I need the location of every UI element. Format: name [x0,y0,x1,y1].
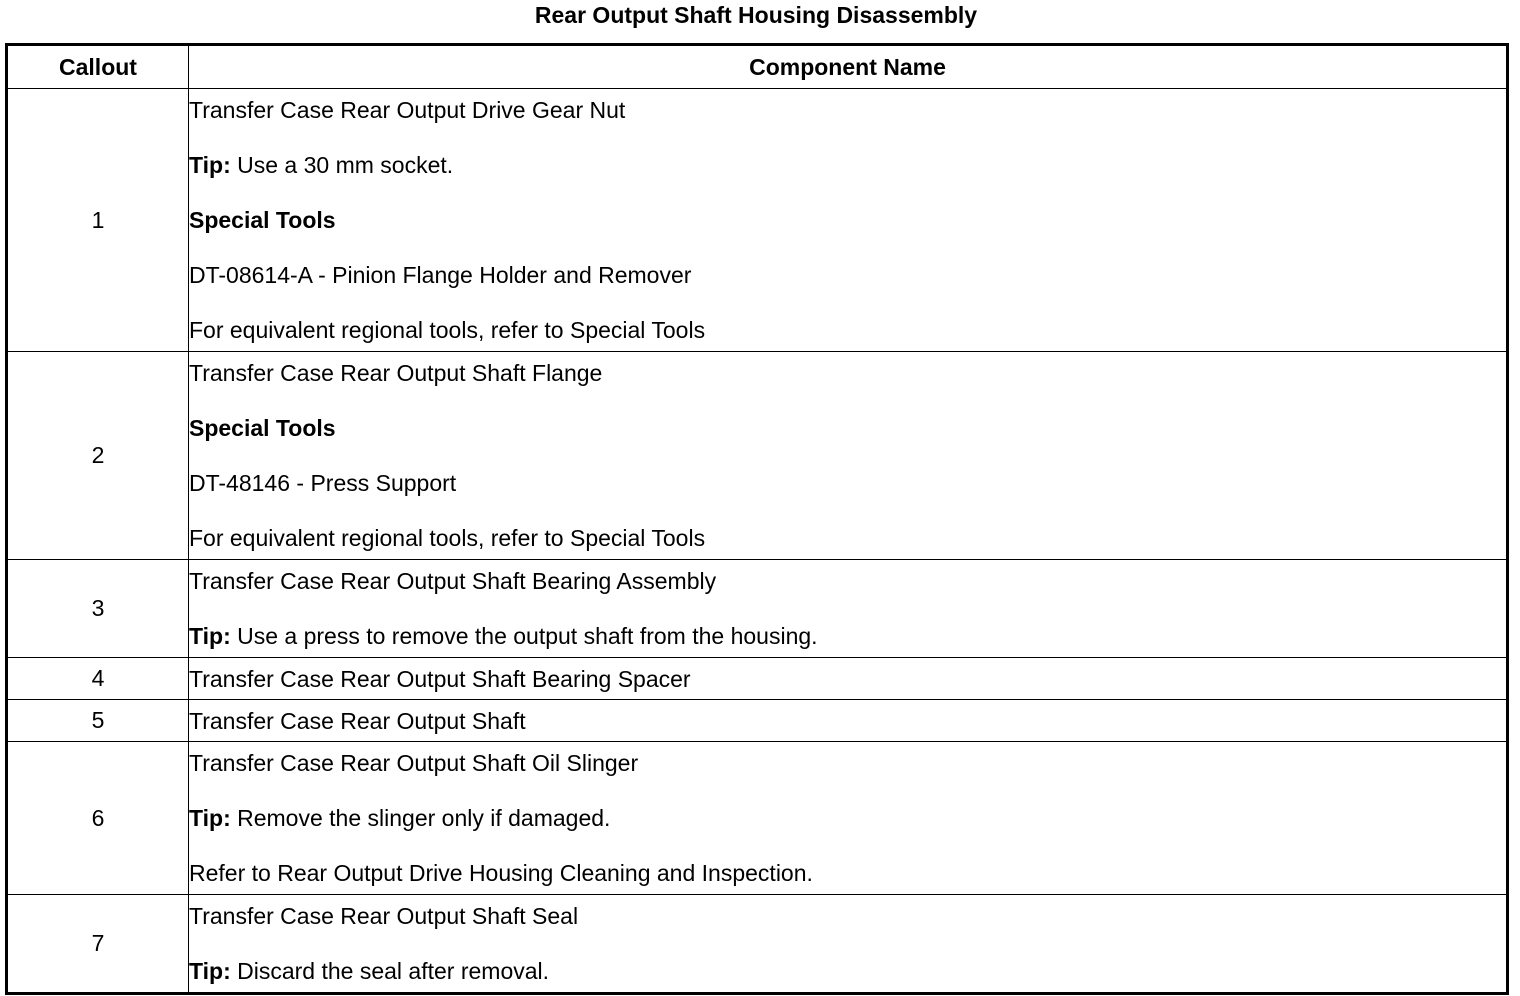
callout-number: 6 [7,742,189,895]
tip-line [189,615,1506,657]
tip-text: Discard the seal after removal. [237,958,550,984]
tip-label: Tip: [189,958,231,984]
component-cell [189,658,1508,700]
special-tool-item: DT-08614-A - Pinion Flange Holder and Remover [189,262,692,288]
callout-number: 3 [7,560,189,658]
callout-number: 7 [7,895,189,994]
component-name: Transfer Case Rear Output Shaft Oil Slinger [189,750,639,776]
tip-label: Tip: [189,623,231,649]
component-column-header: Component Name [189,45,1508,89]
table-row [7,352,1508,560]
component-cell [189,742,1508,895]
component-name: Transfer Case Rear Output Shaft Seal [189,903,579,929]
regional-tools-note: For equivalent regional tools, refer to Special Tools [189,525,706,551]
special-tools-heading: Special Tools [189,415,336,441]
component-cell [189,700,1508,742]
special-tools-heading: Special Tools [189,207,336,233]
component-cell [189,895,1508,994]
component-cell [189,352,1508,560]
component-name: Transfer Case Rear Output Shaft Flange [189,360,603,386]
tip-line [189,797,1506,852]
table-row [7,895,1508,994]
tip-label: Tip: [189,805,231,831]
callout-number: 4 [7,658,189,700]
component-name: Transfer Case Rear Output Shaft Bearing Assembly [189,568,717,594]
component-cell [189,89,1508,352]
table-row [7,700,1508,742]
tip-text: Use a press to remove the output shaft from the housing. [237,623,818,649]
component-table [5,43,1509,995]
tip-text: Remove the slinger only if damaged. [237,805,611,831]
table-header-row [7,45,1508,89]
tip-line [189,950,1506,992]
component-name: Transfer Case Rear Output Drive Gear Nut [189,97,626,123]
callout-number: 5 [7,700,189,742]
table-row [7,742,1508,895]
callout-number: 1 [7,89,189,352]
tip-text: Use a 30 mm socket. [237,152,454,178]
reference-note: Refer to Rear Output Drive Housing Cleaning and Inspection. [189,860,813,886]
page-title: Rear Output Shaft Housing Disassembly [534,2,978,28]
tip-line [189,144,1506,199]
special-tool-item: DT-48146 - Press Support [189,470,457,496]
table-row [7,658,1508,700]
component-cell [189,560,1508,658]
table-row [7,89,1508,352]
table-row [7,560,1508,658]
component-name: Transfer Case Rear Output Shaft [189,708,526,734]
component-name: Transfer Case Rear Output Shaft Bearing Spacer [189,666,691,692]
callout-column-header: Callout [7,45,189,89]
regional-tools-note: For equivalent regional tools, refer to Special Tools [189,317,706,343]
callout-number: 2 [7,352,189,560]
tip-label: Tip: [189,152,231,178]
